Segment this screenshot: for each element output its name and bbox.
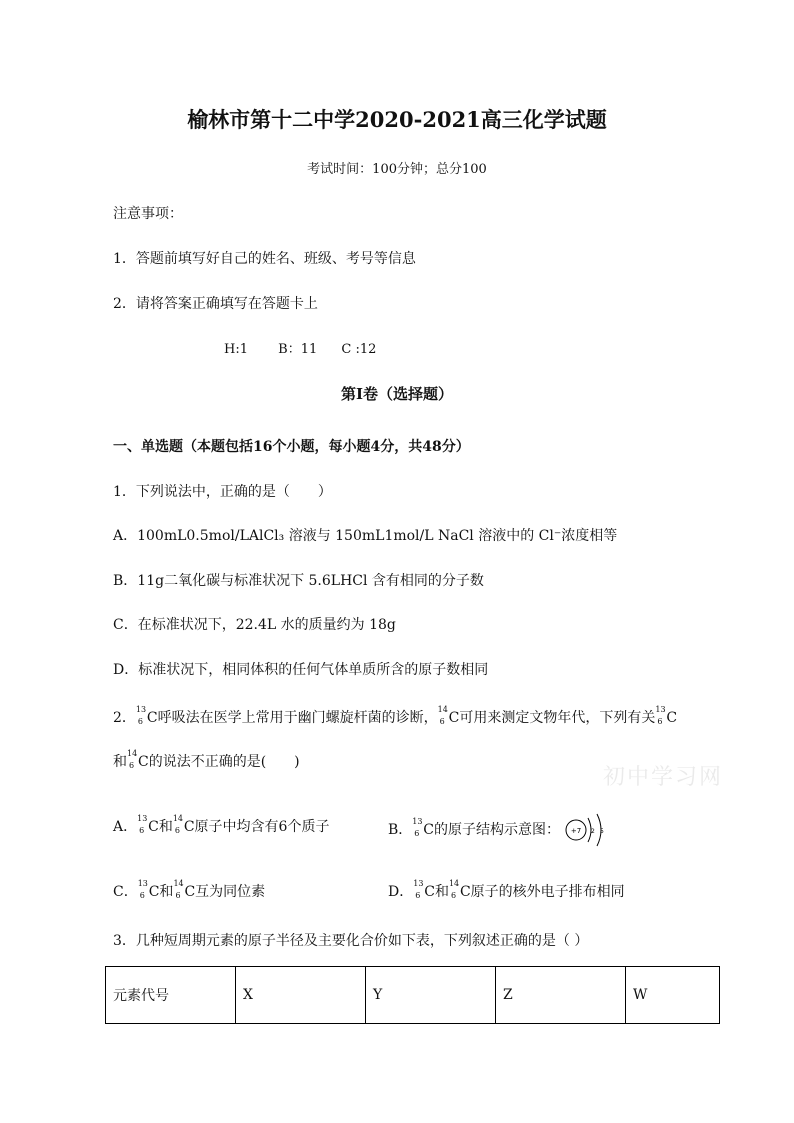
isotope-c14: 14 6: [437, 705, 448, 726]
table-row: [106, 967, 720, 1024]
isotope-c13: 13 6: [137, 814, 148, 835]
shell1-electrons: 2: [591, 828, 596, 835]
q2-option-d: D． 13 6 C和 14 6 C原子的核外电子排布相同: [388, 879, 625, 900]
isotope-c14: 14 6: [173, 879, 184, 900]
atomic-mass: H:1: [224, 342, 248, 357]
q2-stem-line2: 和 14 6 C的说法不正确的是( ): [113, 749, 300, 770]
part-title: 一、单选题（本题包括16个小题，每小题4分，共48分）: [113, 439, 470, 455]
isotope-c14: 14 6: [127, 749, 138, 770]
isotope-c14: 14 6: [448, 879, 460, 900]
q2-option-a: A． 13 6 C和 14 6 C原子中均含有6个质子: [113, 814, 330, 835]
q1-option-b: B．11g二氧化碳与标准状况下 5.6LHCl 含有相同的分子数: [113, 573, 484, 589]
isotope-c13: 13 6: [137, 879, 148, 900]
atomic-structure-diagram: [564, 812, 612, 848]
section-title: 第I卷（选择题）: [340, 385, 454, 403]
shell2-electrons: 5: [600, 828, 605, 835]
isotope-c13: 13 6: [655, 705, 666, 726]
table-header-cell: X: [236, 967, 366, 1024]
isotope-c14: 14 6: [172, 814, 184, 835]
page-title: 榆林市第十二中学2020-2021高三化学试题: [187, 107, 607, 132]
note-item: 2．请将答案正确填写在答题卡上: [113, 296, 318, 312]
watermark: 初中学习网: [603, 765, 724, 790]
table-header-cell: 元素代号: [106, 967, 236, 1024]
element-table: [105, 966, 720, 1024]
note-item: 1．答题前填写好自己的姓名、班级、考号等信息: [113, 251, 416, 267]
table-header-cell: Z: [496, 967, 626, 1024]
table-header-cell: W: [626, 967, 720, 1024]
q1-option-c: C．在标准状况下，22.4L 水的质量约为 18g: [113, 617, 396, 633]
table-header-cell: Y: [366, 967, 496, 1024]
nucleus-charge: +7: [571, 827, 582, 835]
isotope-c13: 13 6: [413, 879, 424, 900]
atomic-mass: B：11: [278, 342, 318, 357]
isotope-c13: 13 6: [135, 705, 147, 726]
q3-stem: 3．几种短周期元素的原子半径及主要化合价如下表，下列叙述正确的是（ ）: [113, 933, 589, 949]
atomic-masses: [224, 338, 376, 357]
q2-option-c: C． 13 6 C和 14 6 C互为同位素: [113, 879, 266, 900]
atomic-mass: C :12: [341, 342, 377, 357]
notes-heading: 注意事项：: [113, 206, 183, 222]
isotope-c13: 13 6: [412, 817, 423, 838]
q1-option-d: D．标准状况下，相同体积的任何气体单质所含的原子数相同: [113, 662, 489, 678]
q2-stem-line1: 2． 13 6 C呼吸法在医学上常用于幽门螺旋杆菌的诊断， 14 6 C可用来测定文物年代，下列有关 13 6 C: [113, 705, 678, 726]
q1-stem: 1．下列说法中，正确的是（ ）: [113, 484, 332, 500]
exam-info: 考试时间：100分钟；总分100: [307, 162, 487, 177]
q2-option-b: B． 13 6 C的原子结构示意图： +7 2 5: [388, 812, 612, 848]
q1-option-a: A．100mL0.5mol/LAlCl₃ 溶液与 150mL1mol/L NaCl 溶液中的 Cl⁻浓度相等: [113, 528, 618, 544]
